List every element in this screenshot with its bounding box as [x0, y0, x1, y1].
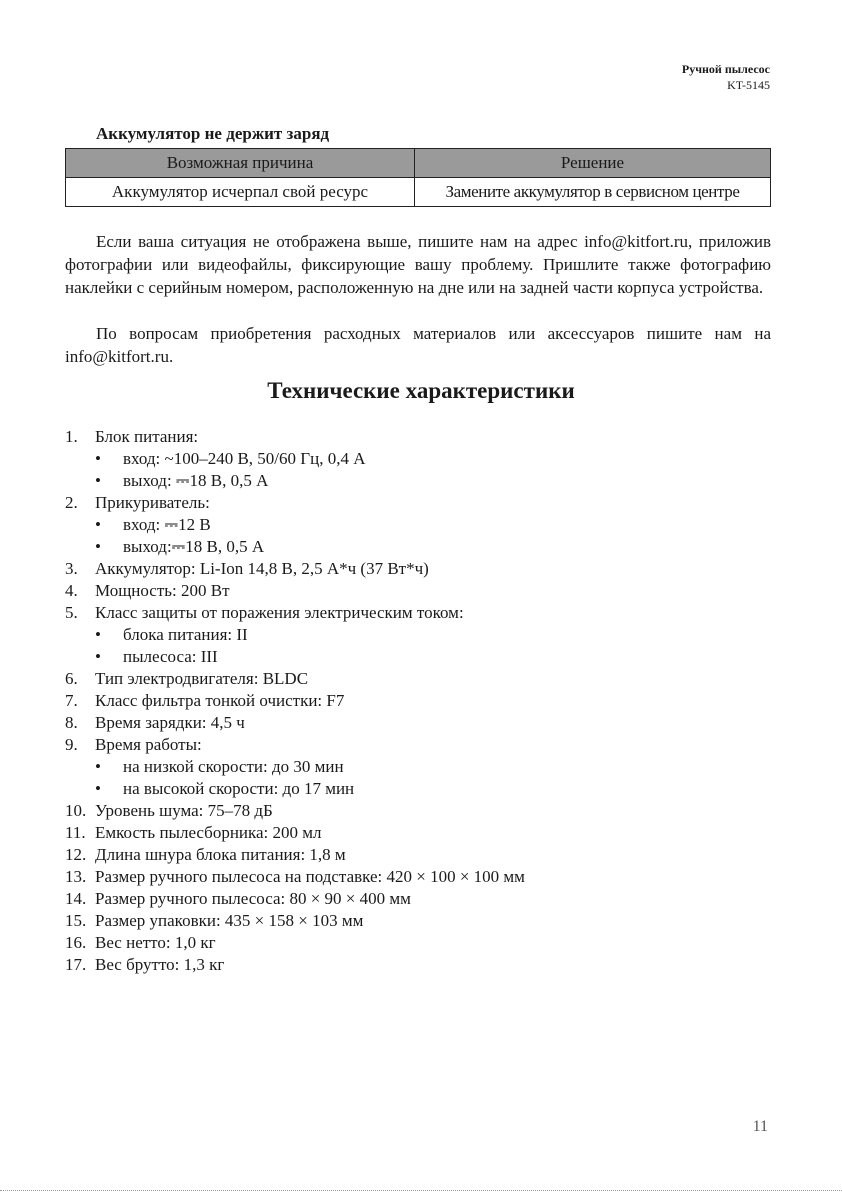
- contact-paragraph-2: [65, 322, 771, 368]
- spec-number: 15.: [65, 911, 87, 930]
- spec-number: 16.: [65, 933, 87, 952]
- troubleshoot-table: [65, 148, 771, 207]
- column-header-solution: Решение: [415, 149, 771, 178]
- bullet-icon: •: [95, 647, 101, 666]
- header-model: KT-5145: [727, 78, 770, 92]
- spec-number: 5.: [65, 603, 78, 622]
- spec-number: 10.: [65, 801, 87, 820]
- spec-subitem-text: на высокой скорости: до 17 мин: [123, 779, 355, 798]
- bullet-icon: •: [95, 449, 101, 468]
- bullet-icon: •: [95, 471, 101, 490]
- spec-text: Размер ручного пылесоса: 80 × 90 × 400 мм: [95, 889, 411, 908]
- spec-subitem-text: пылесоса: III: [123, 647, 218, 666]
- bullet-icon: •: [95, 757, 101, 776]
- spec-number: 11.: [65, 823, 86, 842]
- bullet-icon: •: [95, 515, 101, 534]
- spec-subitem-text: на низкой скорости: до 30 мин: [123, 757, 344, 776]
- spec-number: 2.: [65, 493, 78, 512]
- page-bottom-rule: [0, 1190, 842, 1191]
- troubleshoot-title: Аккумулятор не держит заряд: [96, 124, 330, 143]
- spec-number: 13.: [65, 867, 87, 886]
- table-header-row: [66, 149, 771, 178]
- spec-text: Блок питания:: [95, 427, 199, 446]
- table-row: [66, 178, 771, 207]
- spec-subitem-text: выход: ⎓18 В, 0,5 А: [123, 471, 269, 490]
- header-product-name: Ручной пылесос: [681, 62, 770, 76]
- spec-subitem-text: блока питания: II: [123, 625, 248, 644]
- spec-text: Класс фильтра тонкой очистки: F7: [95, 691, 345, 710]
- contact-paragraph-1: [65, 230, 771, 299]
- spec-number: 8.: [65, 713, 78, 732]
- solution-cell: Замените аккумулятор в сервисном центре: [415, 178, 771, 207]
- spec-number: 6.: [65, 669, 78, 688]
- spec-subitem-text: выход:⎓18 В, 0,5 А: [123, 537, 265, 556]
- bullet-icon: •: [95, 537, 101, 556]
- bullet-icon: •: [95, 625, 101, 644]
- spec-text: Емкость пылесборника: 200 мл: [95, 823, 322, 842]
- tech-specs-title: Технические характеристики: [267, 378, 575, 403]
- spec-text: Мощность: 200 Вт: [95, 581, 230, 600]
- spec-number: 7.: [65, 691, 78, 710]
- page-header: [682, 61, 770, 93]
- spec-text: Длина шнура блока питания: 1,8 м: [95, 845, 346, 864]
- spec-text: Вес нетто: 1,0 кг: [95, 933, 216, 952]
- contact-text-1: Если ваша ситуация не отображена выше, пишите нам на адрес info@kitfort.ru, приложив фотографии или видеофайлы, фиксирующие вашу проблему. Пришлите также фотографию наклейки с серийным номером, расположенную на дне или на задней части корпуса устройства.: [65, 232, 771, 297]
- cause-cell: Аккумулятор исчерпал свой ресурс: [66, 178, 415, 207]
- spec-text: Размер упаковки: 435 × 158 × 103 мм: [95, 911, 364, 930]
- column-header-cause: Возможная причина: [66, 149, 415, 178]
- spec-number: 3.: [65, 559, 78, 578]
- spec-number: 4.: [65, 581, 78, 600]
- spec-number: 17.: [65, 955, 87, 974]
- spec-number: 9.: [65, 735, 78, 754]
- spec-text: Размер ручного пылесоса на подставке: 420 × 100 × 100 мм: [95, 867, 525, 886]
- spec-text: Класс защиты от поражения электрическим током:: [95, 603, 464, 622]
- spec-text: Прикуриватель:: [95, 493, 210, 512]
- spec-text: Вес брутто: 1,3 кг: [95, 955, 225, 974]
- page-number: 11: [752, 1118, 768, 1135]
- spec-number: 12.: [65, 845, 87, 864]
- spec-text: Уровень шума: 75–78 дБ: [95, 801, 273, 820]
- spec-text: Время работы:: [95, 735, 202, 754]
- spec-text: Аккумулятор: Li-Ion 14,8 В, 2,5 А*ч (37 Вт*ч): [95, 559, 429, 578]
- spec-text: Тип электродвигателя: BLDC: [95, 669, 309, 688]
- bullet-icon: •: [95, 779, 101, 798]
- spec-number: 14.: [65, 889, 87, 908]
- spec-subitem-text: вход: ~100–240 В, 50/60 Гц, 0,4 А: [123, 449, 366, 468]
- spec-text: Время зарядки: 4,5 ч: [95, 713, 245, 732]
- spec-subitem-text: вход: ⎓12 В: [123, 515, 211, 534]
- contact-text-2: По вопросам приобретения расходных материалов или аксессуаров пишите нам на info@kitfort.ru.: [65, 324, 771, 366]
- spec-number: 1.: [65, 427, 78, 446]
